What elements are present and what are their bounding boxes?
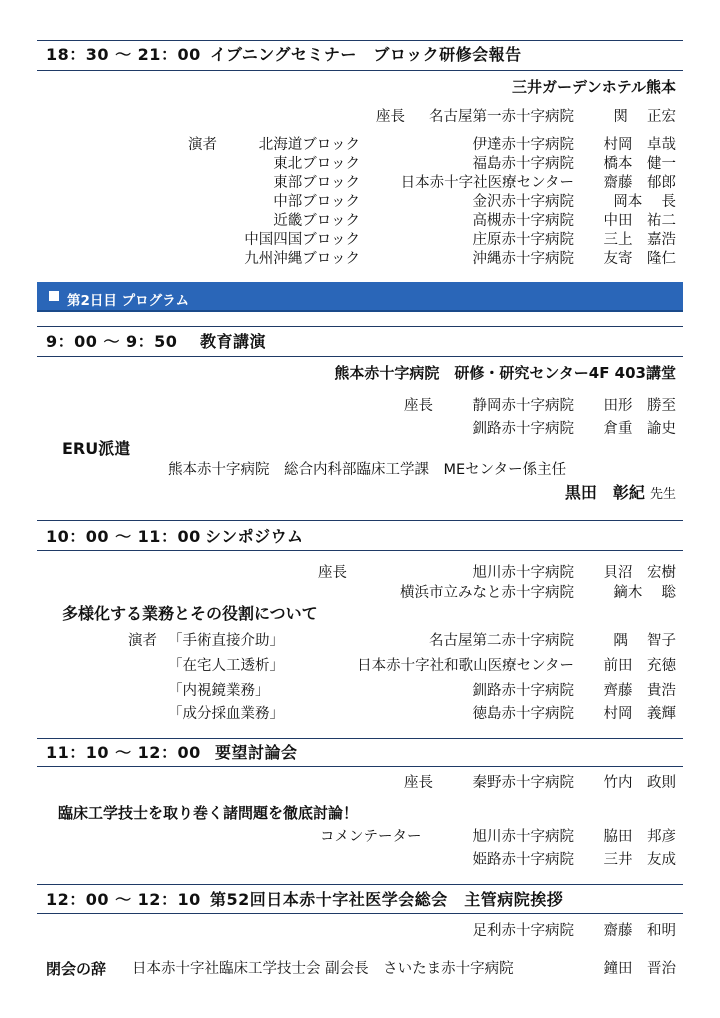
speaker-name: 中田 祐二	[603, 213, 676, 229]
speaker-name: 岡本 長	[613, 194, 676, 210]
sympo-speaker-name: 齊藤 貴浩	[603, 683, 676, 699]
sympo-speaker-topic: 「内視鏡業務」	[168, 683, 270, 699]
request-theme: 臨床工学技士を取り巻く諸問題を徹底討論！	[58, 804, 359, 822]
commentator-label: コメンテーター	[320, 829, 422, 845]
speaker-hospital: 庄原赤十字病院	[472, 232, 574, 248]
sympo-speaker-name: 前田 充徳	[603, 658, 676, 674]
sympo-speaker-topic: 「在宅人工透析」	[168, 658, 284, 674]
chair-hospital: 名古屋第一赤十字病院	[429, 109, 574, 125]
edu-chair-name: 田形 勝至	[603, 398, 676, 414]
speakers-label: 演者	[188, 137, 217, 153]
evening-title: イブニングセミナー ブロック研修会報告	[210, 45, 522, 64]
edu-speaker-honorific: 先生	[649, 487, 676, 502]
chair-label: 座長	[376, 109, 405, 125]
speaker-name: 三上 嘉浩	[603, 232, 676, 248]
sympo-chair-name: 鏑木 聡	[613, 585, 676, 601]
rule-edu-top	[37, 326, 683, 327]
edu-venue: 熊本赤十字病院 研修・研究センター4F 403講堂	[334, 364, 676, 382]
speaker-hospital: 金沢赤十字病院	[472, 194, 574, 210]
speaker-name: 橋本 健一	[603, 156, 676, 172]
day2-banner	[37, 282, 683, 312]
greeting-title: 第52回日本赤十字社医学会総会 主管病院挨拶	[210, 890, 564, 909]
closing-label: 閉会の辞	[46, 960, 107, 978]
speaker-name: 村岡 卓哉	[603, 137, 676, 153]
speaker-block: 東部ブロック	[273, 175, 360, 191]
request-chair-label: 座長	[404, 775, 433, 791]
commentator-name: 脇田 邦彦	[603, 829, 676, 845]
speaker-block: 東北ブロック	[273, 156, 360, 172]
edu-topic: ERU派遣	[62, 439, 131, 458]
greeting-name: 齋藤 和明	[603, 923, 676, 939]
square-bullet-icon	[49, 291, 59, 301]
speaker-hospital: 伊達赤十字病院	[472, 137, 574, 153]
sympo-theme: 多様化する業務とその役割について	[62, 604, 318, 623]
edu-speaker	[565, 485, 676, 501]
rule-request-top	[37, 738, 683, 739]
rule-edu-bottom	[37, 356, 683, 357]
commentator-name: 三井 友成	[603, 852, 676, 868]
sympo-speaker-name: 隅 智子	[613, 633, 676, 649]
rule-sympo-bottom	[37, 550, 683, 551]
edu-chair-hospital: 静岡赤十字病院	[472, 398, 574, 414]
sympo-speaker-hospital: 釧路赤十字病院	[472, 683, 574, 699]
commentator-hospital: 旭川赤十字病院	[472, 829, 574, 845]
sympo-speaker-name: 村岡 義輝	[603, 706, 676, 722]
greeting-time: 12：00 〜 12：10	[46, 890, 201, 909]
chair-name: 関 正宏	[613, 109, 676, 125]
edu-time: 9：00 〜 9：50	[46, 332, 178, 351]
sympo-speaker-topic: 「手術直接介助」	[168, 633, 284, 649]
evening-venue: 三井ガーデンホテル熊本	[512, 78, 676, 96]
commentator-hospital: 姫路赤十字病院	[472, 852, 574, 868]
sympo-chair-name: 貝沼 宏樹	[603, 565, 676, 581]
sympo-speaker-topic: 「成分採血業務」	[168, 706, 284, 722]
sympo-speaker-hospital: 日本赤十字社和歌山医療センター	[357, 658, 574, 674]
speaker-hospital: 沖縄赤十字病院	[472, 251, 574, 267]
rule-greeting-top	[37, 884, 683, 885]
speaker-block: 九州沖縄ブロック	[244, 251, 360, 267]
closing-affiliation: 日本赤十字社臨床工学技士会 副会長 さいたま赤十字病院	[132, 961, 514, 977]
edu-chair-hospital: 釧路赤十字病院	[472, 421, 574, 437]
rule-sympo-top	[37, 520, 683, 521]
request-chair-hospital: 秦野赤十字病院	[472, 775, 574, 791]
rule-evening-top	[37, 40, 683, 41]
sympo-speakers-label: 演者	[128, 633, 157, 649]
evening-time: 18：30 〜 21：00	[46, 45, 201, 64]
greeting-hospital: 足利赤十字病院	[472, 923, 574, 939]
day2-banner-label: 第2日目 プログラム	[67, 293, 189, 309]
edu-speaker-affiliation: 熊本赤十字病院 総合内科部臨床工学課 MEセンター係主任	[168, 462, 567, 478]
speaker-hospital: 日本赤十字社医療センター	[400, 175, 574, 191]
request-time: 11：10 〜 12：00	[46, 743, 201, 762]
sympo-speaker-hospital: 徳島赤十字病院	[472, 706, 574, 722]
speaker-name: 齋藤 郁郎	[603, 175, 676, 191]
edu-chair-label: 座長	[404, 398, 433, 414]
sympo-chair-hospital: 横浜市立みなと赤十字病院	[400, 585, 574, 601]
rule-greeting-bottom	[37, 913, 683, 914]
speaker-hospital: 高槻赤十字病院	[472, 213, 574, 229]
sympo-chair-label: 座長	[318, 565, 347, 581]
speaker-block: 近畿ブロック	[273, 213, 360, 229]
closing-name: 鐘田 晋治	[603, 961, 676, 977]
edu-title: 教育講演	[200, 332, 267, 351]
rule-evening-bottom	[37, 70, 683, 71]
speaker-block: 北海道ブロック	[258, 137, 360, 153]
sympo-time: 10：00 〜 11：00	[46, 527, 201, 546]
request-title: 要望討論会	[215, 743, 298, 762]
speaker-block: 中部ブロック	[273, 194, 360, 210]
sympo-speaker-hospital: 名古屋第二赤十字病院	[429, 633, 574, 649]
speaker-name: 友寄 隆仁	[603, 251, 676, 267]
speaker-hospital: 福島赤十字病院	[472, 156, 574, 172]
rule-request-bottom	[37, 766, 683, 767]
sympo-chair-hospital: 旭川赤十字病院	[472, 565, 574, 581]
edu-chair-name: 倉重 諭史	[603, 421, 676, 437]
speaker-block: 中国四国ブロック	[244, 232, 360, 248]
edu-speaker-name: 黒田 彰紀	[564, 483, 645, 502]
request-chair-name: 竹内 政則	[603, 775, 676, 791]
sympo-title: シンポジウム	[205, 527, 304, 546]
